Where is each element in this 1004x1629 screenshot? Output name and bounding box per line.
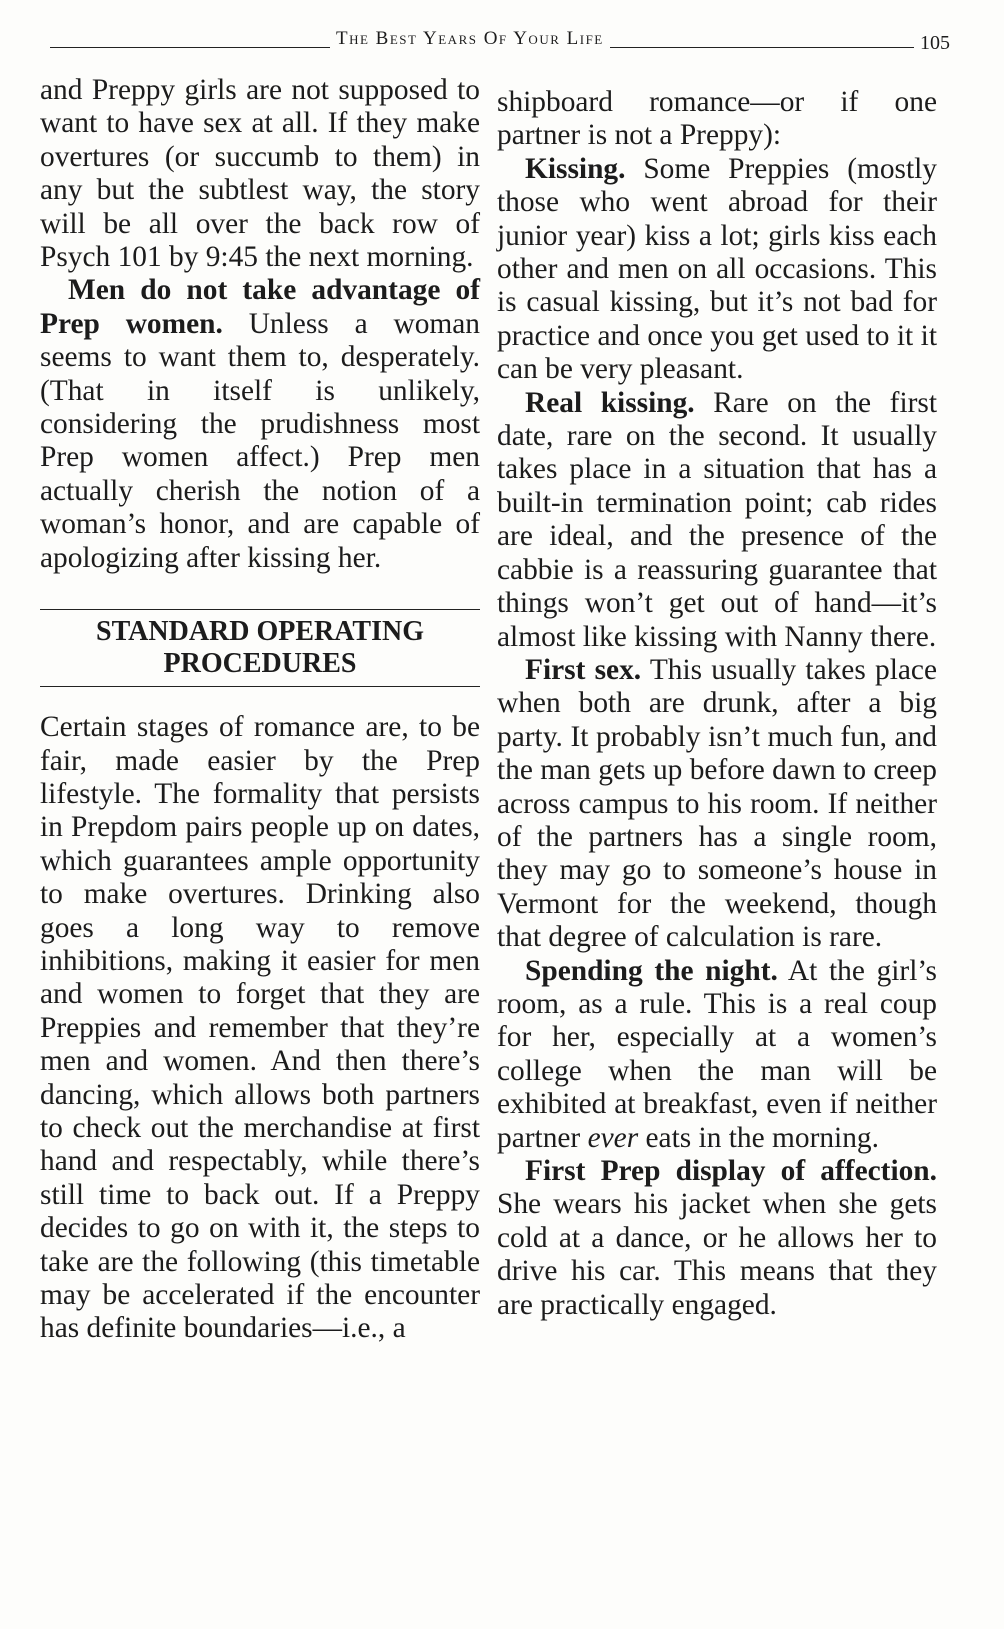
paragraph: and Preppy girls are not supposed to want to have sex at all. If they make overtures (or succumb to them) in any but the subtlest way, the story will be all over the back row of Psych 101 by 9:45 the next morning. xyxy=(40,74,480,274)
paragraph-text: Unless a woman seems to want them to, desperately. (That in itself is unlikely, considering the prudishness most Prep women affect.) Prep men actually cherish the notion of a woman’s honor, and are capable of apologizing after kissing her. xyxy=(40,307,480,574)
running-header xyxy=(50,22,950,58)
section-heading-line: STANDARD OPERATING xyxy=(96,616,424,648)
paragraph: shipboard romance—or if one partner is not a Preppy): xyxy=(497,86,937,152)
paragraph-text: At the girl’s room, as a rule. This is a real coup for her, especially at a women’s college when the man will be exhibited at breakfast, even if neither partner xyxy=(497,954,937,1154)
paragraph-text: eats in the morning. xyxy=(638,1121,879,1154)
run-in-heading: First Prep display of affection. xyxy=(525,1155,937,1187)
paragraph xyxy=(497,1155,937,1322)
paragraph-text: She wears his jacket when she gets cold at a dance, or he allows her to drive his car. This means that they are practically engaged. xyxy=(497,1188,937,1321)
paragraph-text: Rare on the first date, rare on the second. It usually takes place in a situation that has a built-in termination point; cab rides are ideal, and the presence of the cabbie is a reassuring guarantee that things won’t get out of hand—it’s almost like kissing with Nanny there. xyxy=(497,386,938,653)
section-heading-line: PROCEDURES xyxy=(163,648,357,680)
run-in-heading: Spending the night. xyxy=(525,954,778,987)
run-in-heading: First sex. xyxy=(525,653,642,686)
paragraph-text: This usually takes place when both are drunk, after a big party. It probably isn’t much fun, and the man gets up before dawn to creep across campus to his room. If neither of the partners has a single room, they may go to someone’s house in Vermont for the weekend, though that degree of calculation is rare. xyxy=(497,653,937,954)
paragraph xyxy=(497,654,937,955)
running-title: The Best Years Of Your Life xyxy=(330,28,610,50)
paragraph: Certain stages of romance are, to be fair, made easier by the Prep lifestyle. The formality that persists in Prepdom pairs people up on dates, which guarantees ample opportunity to make overtures. Drinking also goes a long way to remove inhibitions, making it easier for men and women to forget that they are Preppies and remember that they’re men and women. And then there’s dancing, which allows both partners to check out the merchandise at first hand and respectably, while there’s still time to back out. If a Preppy decides to go on with it, the steps to take are the following (this timetable may be accelerated if the encounter has definite boundaries—i.e., a xyxy=(40,711,480,1345)
run-in-heading: Men do not take advantage of Prep women. xyxy=(40,274,480,340)
left-column xyxy=(40,74,480,1346)
paragraph xyxy=(497,955,937,1155)
right-column xyxy=(497,86,937,1322)
section-heading xyxy=(40,609,480,687)
italic-word: ever xyxy=(587,1121,639,1154)
paragraph xyxy=(40,274,480,575)
paragraph-text: Some Preppies (mostly those who went abroad for their junior year) kiss a lot; girls kiss each other and men on all occasions. This is casual kissing, but it’s not bad for practice and once you get used to it it can be very pleasant. xyxy=(497,152,937,386)
paragraph xyxy=(497,387,937,654)
run-in-heading: Real kissing. xyxy=(525,386,695,419)
page-number: 105 xyxy=(914,32,950,55)
run-in-heading: Kissing. xyxy=(525,152,626,185)
paragraph xyxy=(497,153,937,387)
